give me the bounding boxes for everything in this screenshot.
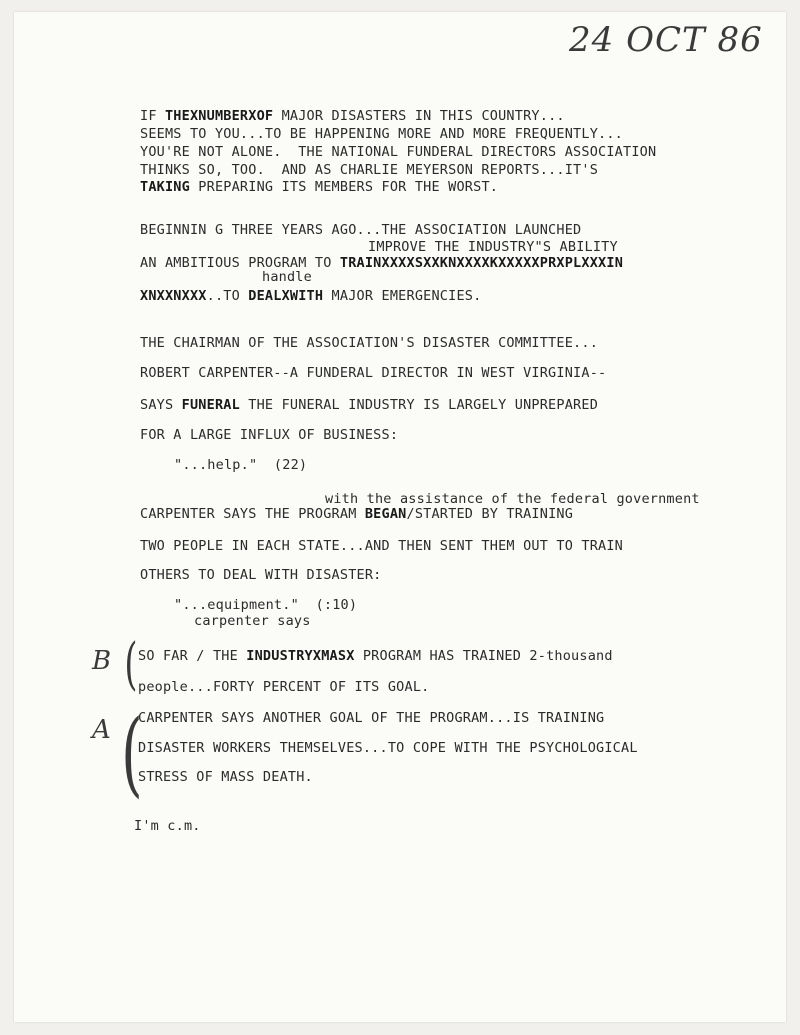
text-line-1: IF THEXNUMBERXOF MAJOR DISASTERS IN THIS COUNTRY... — [140, 108, 565, 124]
text-line-12: FOR A LARGE INFLUX OF BUSINESS: — [140, 427, 399, 443]
text-line-15: TWO PEOPLE IN EACH STATE...AND THEN SENT THEM OUT TO TRAIN — [140, 538, 624, 554]
text-line-6: BEGINNIN G THREE YEARS AGO...THE ASSOCIATION LAUNCHED — [140, 222, 582, 238]
text-line-22: STRESS OF MASS DEATH. — [138, 769, 313, 785]
text-line-18: SO FAR / THE INDUSTRYXMASX PROGRAM HAS TRAINED 2-thousand — [138, 648, 613, 664]
handwritten-date: 24 OCT 86 — [569, 20, 763, 60]
margin-mark-b: B — [92, 646, 112, 676]
text-line-20: CARPENTER SAYS ANOTHER GOAL OF THE PROGRAM...IS TRAINING — [138, 710, 605, 726]
insert-line-6: IMPROVE THE INDUSTRY"S ABILITY — [368, 239, 618, 255]
text-line-19: people...FORTY PERCENT OF ITS GOAL. — [138, 679, 430, 695]
text-line-5: TAKING PREPARING ITS MEMBERS FOR THE WORST. — [140, 179, 499, 195]
text-line-21: DISASTER WORKERS THEMSELVES...TO COPE WITH THE PSYCHOLOGICAL — [138, 740, 638, 756]
insert-line-17: carpenter says — [194, 613, 311, 629]
quote-equipment: "...equipment." (:10) — [174, 597, 358, 613]
margin-bracket-b: ( — [124, 632, 138, 697]
text-line-2: SEEMS TO YOU...TO BE HAPPENING MORE AND MORE FREQUENTLY... — [140, 126, 624, 142]
insert-line-14: with the assistance of the federal government — [325, 491, 700, 507]
margin-mark-a: A — [92, 715, 111, 745]
text-line-8: XNXXNXXX..TO DEALXWITH MAJOR EMERGENCIES. — [140, 288, 482, 304]
text-line-4: THINKS SO, TOO. AND AS CHARLIE MEYERSON REPORTS...IT'S — [140, 162, 599, 178]
text-line-9: THE CHAIRMAN OF THE ASSOCIATION'S DISASTER COMMITTEE... — [140, 335, 599, 351]
text-line-3: YOU'RE NOT ALONE. THE NATIONAL FUNDERAL DIRECTORS ASSOCIATION — [140, 144, 657, 160]
quote-help: "...help." (22) — [174, 457, 308, 473]
text-line-10: ROBERT CARPENTER--A FUNDERAL DIRECTOR IN WEST VIRGINIA-- — [140, 365, 607, 381]
sign-off: I'm c.m. — [134, 818, 201, 834]
margin-bracket-a: ( — [121, 700, 143, 807]
text-line-7: AN AMBITIOUS PROGRAM TO TRAINXXXXSXXKNXXXXKXXXXXPRXPLXXXIN — [140, 255, 624, 271]
text-line-14: CARPENTER SAYS THE PROGRAM BEGAN/STARTED BY TRAINING — [140, 506, 574, 522]
typewritten-page — [14, 12, 786, 1022]
text-line-16: OTHERS TO DEAL WITH DISASTER: — [140, 567, 382, 583]
insert-line-7: handle — [262, 269, 312, 285]
text-line-11: SAYS FUNERAL THE FUNERAL INDUSTRY IS LARGELY UNPREPARED — [140, 397, 599, 413]
